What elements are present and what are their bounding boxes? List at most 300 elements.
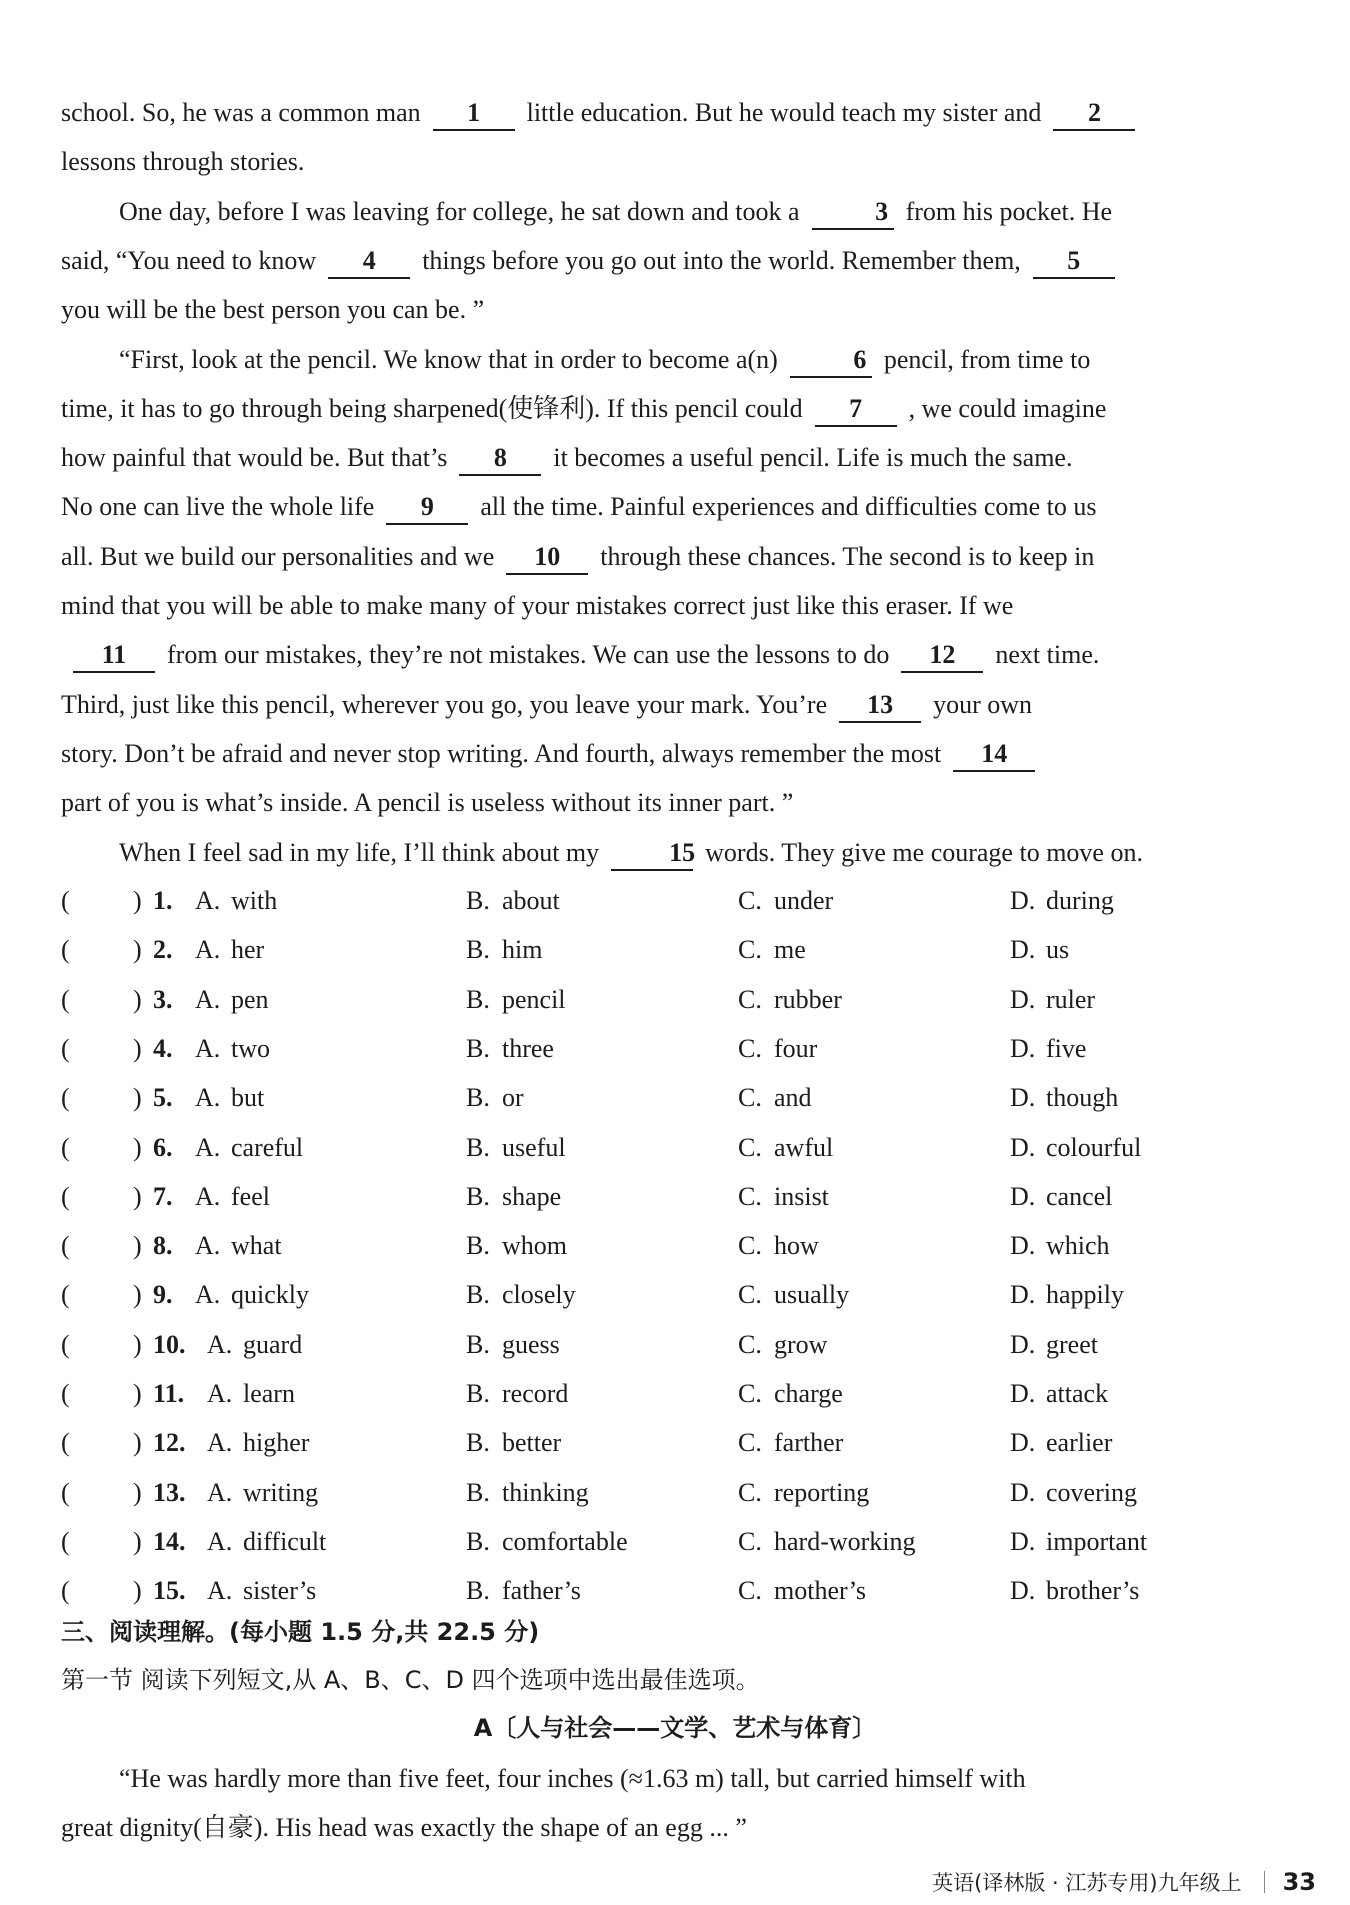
question-row	[61, 925, 1286, 974]
passage-text: time, it has to go through being sharpened(使锋利). If this pencil could	[61, 393, 803, 423]
passage-text: part of you is what’s inside. A pencil is useless without its inner part. ”	[61, 788, 794, 818]
option-text: sister’s	[243, 1576, 317, 1606]
option-letter: B.	[466, 1231, 490, 1261]
answer-blank[interactable]: 5	[1033, 245, 1115, 279]
passage-text: When I feel sad in my life, I’ll think about my	[119, 837, 600, 867]
answer-paren-open[interactable]: (	[61, 935, 70, 965]
option-text: pen	[231, 984, 269, 1014]
answer-blank[interactable]: 12	[901, 639, 983, 673]
question-number: 4.	[153, 1033, 173, 1063]
answer-blank[interactable]: 10	[506, 541, 588, 575]
answer-paren-open[interactable]: (	[61, 1526, 70, 1556]
question-row	[61, 1320, 1286, 1369]
option-b[interactable]	[466, 1468, 589, 1517]
option-letter: D.	[1010, 1329, 1036, 1359]
option-a[interactable]	[207, 1517, 326, 1566]
option-letter: B.	[466, 1132, 490, 1162]
reading-line-2: great dignity(自豪). His head was exactly the shape of an egg ... ”	[61, 1813, 747, 1842]
option-d[interactable]	[1010, 1221, 1110, 1270]
option-text: which	[1046, 1231, 1110, 1261]
option-letter: D.	[1010, 1526, 1036, 1556]
option-b[interactable]	[466, 1221, 567, 1270]
option-letter: C.	[738, 1033, 762, 1063]
option-letter: A.	[207, 1526, 233, 1556]
passage-text: said, “You need to know	[61, 245, 317, 275]
option-d[interactable]	[1010, 1468, 1137, 1517]
passage-text: , we could imagine	[908, 393, 1107, 423]
option-letter: A.	[207, 1428, 233, 1458]
option-text: five	[1046, 1033, 1087, 1063]
footer-divider	[1264, 1871, 1265, 1893]
option-a[interactable]	[195, 925, 264, 974]
answer-paren-open[interactable]: (	[61, 1379, 70, 1408]
option-c[interactable]	[738, 925, 806, 974]
question-row	[61, 1566, 1286, 1615]
option-letter: D.	[1010, 886, 1036, 915]
answer-blank[interactable]: 13	[839, 689, 921, 723]
answer-blank[interactable]: 9	[386, 491, 468, 525]
option-c[interactable]	[738, 975, 842, 1024]
option-b[interactable]	[466, 1024, 554, 1073]
option-letter: A.	[195, 935, 221, 965]
option-d[interactable]	[1010, 1566, 1139, 1615]
passage-text: it becomes a useful pencil. Life is much the same.	[553, 443, 1073, 473]
answer-blank[interactable]: 6	[790, 344, 872, 378]
option-text: with	[231, 886, 278, 915]
option-letter: A.	[195, 886, 221, 915]
option-text: about	[502, 886, 560, 915]
option-letter: D.	[1010, 1477, 1036, 1507]
option-d[interactable]	[1010, 925, 1069, 974]
option-letter: B.	[466, 1477, 490, 1507]
option-d[interactable]	[1010, 1073, 1118, 1122]
option-c[interactable]	[738, 1418, 843, 1467]
option-text: guess	[502, 1329, 560, 1359]
passage-text: through these chances. The second is to keep in	[600, 541, 1095, 571]
passage-line	[61, 482, 1286, 531]
passage-text: from our mistakes, they’re not mistakes. We can use the lessons to do	[167, 640, 890, 670]
answer-paren-close: )	[133, 1132, 142, 1162]
answer-paren-close: )	[133, 886, 142, 915]
answer-blank[interactable]: 2	[1053, 97, 1135, 131]
option-c[interactable]	[738, 1270, 849, 1319]
passage-line	[61, 137, 1286, 186]
option-text: closely	[502, 1280, 576, 1310]
answer-paren-open[interactable]: (	[61, 1428, 70, 1458]
question-row	[61, 1369, 1286, 1418]
option-text: but	[231, 1083, 265, 1113]
option-letter: C.	[738, 886, 762, 915]
answer-paren-close: )	[133, 1280, 142, 1310]
answer-paren-open[interactable]: (	[61, 1132, 70, 1162]
question-number: 7.	[153, 1181, 173, 1211]
question-row	[61, 1418, 1286, 1467]
option-letter: D.	[1010, 1083, 1036, 1113]
answer-blank[interactable]: 14	[953, 738, 1035, 772]
question-row	[61, 1270, 1286, 1319]
passage-line	[61, 384, 1286, 433]
option-text: pencil	[502, 984, 566, 1014]
option-b[interactable]	[466, 975, 566, 1024]
book-title: 英语(译林版 · 江苏专用)九年级上	[932, 1871, 1242, 1895]
option-d[interactable]	[1010, 1517, 1147, 1566]
option-d[interactable]	[1010, 1418, 1112, 1467]
answer-paren-close: )	[133, 1576, 142, 1606]
answer-blank[interactable]: 3	[812, 196, 894, 230]
option-b[interactable]	[466, 1566, 581, 1615]
passage-text: school. So, he was a common man	[61, 98, 421, 127]
passage-text: from his pocket. He	[905, 196, 1113, 226]
answer-paren-close: )	[133, 1181, 142, 1211]
option-text: father’s	[502, 1576, 581, 1606]
option-c[interactable]	[738, 1172, 829, 1221]
answer-blank[interactable]: 11	[73, 639, 155, 673]
option-a[interactable]	[195, 1270, 309, 1319]
option-letter: D.	[1010, 1379, 1036, 1408]
option-letter: D.	[1010, 1231, 1036, 1261]
option-a[interactable]	[207, 1369, 295, 1418]
option-letter: C.	[738, 1280, 762, 1310]
option-text: insist	[774, 1181, 829, 1211]
option-letter: D.	[1010, 1576, 1036, 1606]
option-letter: D.	[1010, 935, 1036, 965]
option-text: what	[231, 1231, 282, 1261]
option-letter: D.	[1010, 1033, 1036, 1063]
option-b[interactable]	[466, 1369, 568, 1418]
option-letter: D.	[1010, 1428, 1036, 1458]
option-letter: B.	[466, 1526, 490, 1556]
passage-line	[61, 187, 1286, 236]
option-letter: C.	[738, 1428, 762, 1458]
answer-paren-close: )	[133, 984, 142, 1014]
option-text: hard-working	[774, 1526, 916, 1556]
option-text: rubber	[774, 984, 842, 1014]
passage-text: your own	[933, 689, 1033, 719]
option-c[interactable]	[738, 876, 833, 925]
answer-paren-open[interactable]: (	[61, 886, 70, 915]
option-a[interactable]	[195, 1123, 303, 1172]
option-text: farther	[774, 1428, 844, 1458]
passage-text: One day, before I was leaving for college, he sat down and took a	[119, 196, 800, 226]
option-letter: D.	[1010, 1181, 1036, 1211]
option-a[interactable]	[195, 1024, 270, 1073]
passage-text: pencil, from time to	[883, 344, 1091, 374]
option-text: though	[1046, 1083, 1119, 1113]
option-text: useful	[502, 1132, 566, 1162]
passage-line	[61, 828, 1286, 877]
option-text: guard	[243, 1329, 303, 1359]
option-letter: A.	[207, 1477, 233, 1507]
option-letter: B.	[466, 1033, 490, 1063]
option-text: charge	[774, 1379, 843, 1408]
option-text: how	[774, 1231, 819, 1261]
answer-blank[interactable]: 15	[611, 837, 693, 871]
question-number: 13.	[153, 1477, 186, 1507]
option-text: whom	[502, 1231, 567, 1261]
question-number: 5.	[153, 1083, 173, 1113]
option-d[interactable]	[1010, 1123, 1141, 1172]
option-letter: C.	[738, 1576, 762, 1606]
option-a[interactable]	[207, 1468, 318, 1517]
option-text: shape	[502, 1181, 562, 1211]
option-b[interactable]	[466, 1320, 560, 1369]
passage-text: how painful that would be. But that’s	[61, 443, 448, 473]
option-text: colourful	[1046, 1132, 1142, 1162]
reading-line-1: “He was hardly more than five feet, four inches (≈1.63 m) tall, but carried himself with	[119, 1764, 1026, 1793]
answer-paren-close: )	[133, 935, 142, 965]
passage-line	[61, 778, 1286, 827]
question-row	[61, 1123, 1286, 1172]
question-number: 14.	[153, 1526, 186, 1556]
passage-text: all the time. Painful experiences and difficulties come to us	[480, 492, 1097, 522]
answer-paren-close: )	[133, 1379, 142, 1408]
answer-blank[interactable]: 7	[815, 393, 897, 427]
passage-line	[61, 335, 1286, 384]
passage-line	[61, 630, 1286, 679]
option-d[interactable]	[1010, 1024, 1086, 1073]
option-letter: B.	[466, 1329, 490, 1359]
option-letter: A.	[195, 1280, 221, 1310]
answer-paren-open[interactable]: (	[61, 1181, 70, 1211]
answer-paren-close: )	[133, 1526, 142, 1556]
option-b[interactable]	[466, 1123, 566, 1172]
option-letter: C.	[738, 1132, 762, 1162]
passage-text: words. They give me courage to move on.	[705, 837, 1143, 867]
option-text: record	[502, 1379, 569, 1408]
option-c[interactable]	[738, 1517, 916, 1566]
answer-paren-close: )	[133, 1033, 142, 1063]
option-b[interactable]	[466, 1517, 628, 1566]
option-text: greet	[1046, 1329, 1098, 1359]
section-subheading: 第一节 阅读下列短文,从 A、B、C、D 四个选项中选出最佳选项。	[61, 1666, 760, 1694]
option-b[interactable]	[466, 1172, 561, 1221]
option-text: higher	[243, 1428, 310, 1458]
passage-text: Third, just like this pencil, wherever you go, you leave your mark. You’re	[61, 689, 828, 719]
passage-text: story. Don’t be afraid and never stop writing. And fourth, always remember the most	[61, 738, 942, 768]
option-text: attack	[1046, 1379, 1109, 1408]
option-letter: A.	[195, 984, 221, 1014]
option-letter: D.	[1010, 1132, 1036, 1162]
passage-line	[61, 88, 1286, 137]
question-row	[61, 1468, 1286, 1517]
option-a[interactable]	[207, 1566, 316, 1615]
question-number: 9.	[153, 1280, 173, 1310]
option-c[interactable]	[738, 1320, 827, 1369]
option-text: cancel	[1046, 1181, 1113, 1211]
answer-paren-close: )	[133, 1329, 142, 1359]
passage-line	[61, 581, 1286, 630]
question-row	[61, 1517, 1286, 1566]
option-text: thinking	[502, 1477, 589, 1507]
option-text: earlier	[1046, 1428, 1113, 1458]
passage-text: “First, look at the pencil. We know that in order to become a(n)	[119, 344, 778, 374]
option-letter: C.	[738, 935, 762, 965]
option-d[interactable]	[1010, 1369, 1108, 1418]
option-letter: C.	[738, 1329, 762, 1359]
question-row	[61, 1221, 1286, 1270]
option-c[interactable]	[738, 1123, 833, 1172]
option-text: difficult	[243, 1526, 327, 1556]
option-letter: C.	[738, 1526, 762, 1556]
option-text: grow	[774, 1329, 828, 1359]
option-d[interactable]	[1010, 876, 1114, 925]
option-text: four	[774, 1033, 818, 1063]
option-text: him	[502, 935, 543, 965]
passage-text: lessons through stories.	[61, 147, 305, 177]
option-letter: B.	[466, 1576, 490, 1606]
question-number: 8.	[153, 1231, 173, 1261]
option-c[interactable]	[738, 1369, 843, 1418]
passage-text: little education. But he would teach my sister and	[526, 98, 1042, 127]
option-text: ruler	[1046, 984, 1096, 1014]
option-text: quickly	[231, 1280, 309, 1310]
option-b[interactable]	[466, 876, 560, 925]
option-text: reporting	[774, 1477, 870, 1507]
answer-blank[interactable]: 1	[433, 97, 515, 131]
option-b[interactable]	[466, 1073, 524, 1122]
option-text: learn	[243, 1379, 295, 1408]
option-text: mother’s	[774, 1576, 866, 1606]
option-letter: B.	[466, 984, 490, 1014]
option-text: three	[502, 1033, 554, 1063]
option-c[interactable]	[738, 1221, 819, 1270]
answer-paren-open[interactable]: (	[61, 1477, 70, 1507]
option-a[interactable]	[195, 1221, 282, 1270]
question-number: 12.	[153, 1428, 186, 1458]
question-row	[61, 975, 1286, 1024]
option-text: usually	[774, 1280, 850, 1310]
option-a[interactable]	[195, 975, 269, 1024]
answer-paren-open[interactable]: (	[61, 1329, 70, 1359]
option-d[interactable]	[1010, 1320, 1098, 1369]
option-letter: C.	[738, 984, 762, 1014]
option-text: comfortable	[502, 1526, 628, 1556]
passage-line	[61, 532, 1286, 581]
answer-paren-open[interactable]: (	[61, 1083, 70, 1113]
option-b[interactable]	[466, 1270, 576, 1319]
question-number: 3.	[153, 984, 173, 1014]
option-a[interactable]	[207, 1418, 309, 1467]
option-text: or	[502, 1083, 524, 1113]
option-letter: A.	[207, 1329, 233, 1359]
section-heading: 三、阅读理解。(每小题 1.5 分,共 22.5 分)	[61, 1618, 540, 1646]
answer-paren-open[interactable]: (	[61, 984, 70, 1014]
question-number: 2.	[153, 935, 173, 965]
passage-line	[61, 236, 1286, 285]
option-letter: A.	[195, 1132, 221, 1162]
option-letter: C.	[738, 1231, 762, 1261]
option-letter: A.	[195, 1181, 221, 1211]
passage-text: you will be the best person you can be. ”	[61, 295, 485, 325]
option-letter: A.	[207, 1379, 233, 1408]
option-letter: C.	[738, 1083, 762, 1113]
question-number: 11.	[153, 1379, 185, 1408]
answer-blank[interactable]: 4	[328, 245, 410, 279]
option-letter: C.	[738, 1379, 762, 1408]
option-letter: B.	[466, 1280, 490, 1310]
passage-text: No one can live the whole life	[61, 492, 375, 522]
option-letter: B.	[466, 886, 490, 915]
option-a[interactable]	[195, 1073, 264, 1122]
option-text: and	[774, 1083, 812, 1113]
option-letter: A.	[195, 1033, 221, 1063]
option-a[interactable]	[195, 1172, 270, 1221]
option-d[interactable]	[1010, 1270, 1124, 1319]
option-d[interactable]	[1010, 1172, 1112, 1221]
answer-paren-open[interactable]: (	[61, 1280, 70, 1310]
option-text: careful	[231, 1132, 304, 1162]
question-row	[61, 1024, 1286, 1073]
option-c[interactable]	[738, 1024, 817, 1073]
option-letter: B.	[466, 1083, 490, 1113]
option-letter: D.	[1010, 1280, 1036, 1310]
question-row	[61, 1073, 1286, 1122]
option-text: her	[231, 935, 265, 965]
passage-text: all. But we build our personalities and we	[61, 541, 495, 571]
option-c[interactable]	[738, 1073, 812, 1122]
option-text: happily	[1046, 1280, 1124, 1310]
passage-text: next time.	[995, 640, 1100, 670]
passage-line	[61, 285, 1286, 334]
question-number: 6.	[153, 1132, 173, 1162]
option-text: awful	[774, 1132, 834, 1162]
option-text: us	[1046, 935, 1070, 965]
option-c[interactable]	[738, 1566, 866, 1615]
question-number: 1.	[153, 886, 173, 915]
answer-paren-close: )	[133, 1083, 142, 1113]
option-b[interactable]	[466, 1418, 561, 1467]
answer-paren-close: )	[133, 1428, 142, 1458]
option-letter: B.	[466, 1379, 490, 1408]
answer-paren-close: )	[133, 1477, 142, 1507]
answer-blank[interactable]: 8	[459, 442, 541, 476]
option-letter: A.	[207, 1576, 233, 1606]
passage-line	[61, 433, 1286, 482]
question-number: 10.	[153, 1329, 186, 1359]
option-text: feel	[231, 1181, 270, 1211]
option-text: writing	[243, 1477, 319, 1507]
option-d[interactable]	[1010, 975, 1095, 1024]
passage-line	[61, 729, 1286, 778]
answer-paren-open[interactable]: (	[61, 1231, 70, 1261]
option-letter: A.	[195, 1231, 221, 1261]
option-letter: C.	[738, 1477, 762, 1507]
question-row	[61, 1172, 1286, 1221]
answer-paren-close: )	[133, 1231, 142, 1261]
passage-line	[61, 680, 1286, 729]
page-number: 33	[1282, 1868, 1316, 1896]
page-footer	[932, 1865, 1316, 1899]
option-letter: C.	[738, 1181, 762, 1211]
option-text: covering	[1046, 1477, 1137, 1507]
option-letter: B.	[466, 935, 490, 965]
option-text: during	[1046, 886, 1114, 915]
option-c[interactable]	[738, 1468, 869, 1517]
option-a[interactable]	[207, 1320, 302, 1369]
option-text: me	[774, 935, 806, 965]
option-text: under	[774, 886, 834, 915]
option-b[interactable]	[466, 925, 542, 974]
option-letter: B.	[466, 1428, 490, 1458]
answer-paren-open[interactable]: (	[61, 1576, 70, 1606]
answer-paren-open[interactable]: (	[61, 1033, 70, 1063]
question-row	[61, 876, 1286, 925]
option-letter: B.	[466, 1181, 490, 1211]
option-a[interactable]	[195, 876, 277, 925]
option-text: important	[1046, 1526, 1148, 1556]
option-letter: A.	[195, 1083, 221, 1113]
option-text: brother’s	[1046, 1576, 1140, 1606]
